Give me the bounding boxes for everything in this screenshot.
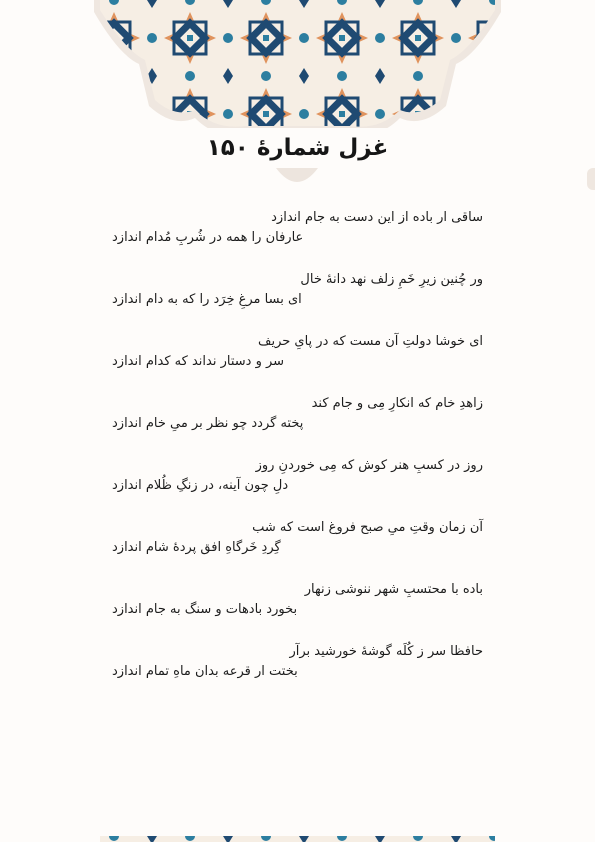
ornamental-footer (0, 836, 595, 842)
bayt (112, 516, 483, 578)
page-title: غزل شمارهٔ ۱۵۰ (206, 135, 389, 161)
misra-second: عارفان را همه در شُربِ مُدام اندازد (112, 230, 304, 245)
misra-first: ساقی ار باده از این دست به جام اندازد (271, 210, 483, 225)
misra-first: حافظا سر ز کُلَه گوشهٔ خورشید برآر (289, 644, 483, 659)
misra-second: سر و دستار نداند که کدام اندازد (112, 354, 285, 369)
misra-first: ای خوشا دولتِ آن مست که در پایِ حریف (258, 334, 483, 349)
misra-first: ور چُنین زیرِ خَمِ زلف نهد دانهٔ خال (300, 272, 483, 287)
bayt (112, 206, 483, 268)
misra-second: گِردِ خَرگاهِ افق پردهٔ شام اندازد (112, 540, 281, 555)
misra-first: روز در کسبِ هنر کوش که مِی خوردنِ روز (255, 458, 483, 473)
misra-first: باده با محتسبِ شهر ننوشی زنهار (304, 582, 483, 597)
misra-second: بختت ار قرعه بدان ماهِ تمام اندازد (112, 664, 298, 679)
poem-body (112, 206, 483, 702)
bayt (112, 330, 483, 392)
bayt (112, 392, 483, 454)
misra-second: ای بسا مرغِ خِرَد را که به دام اندازد (112, 292, 302, 307)
bayt (112, 454, 483, 516)
bayt (112, 578, 483, 640)
ornamental-header (0, 0, 595, 200)
side-ornament (587, 168, 595, 190)
bayt (112, 268, 483, 330)
misra-first: زاهدِ خام که انکارِ مِی و جام کند (311, 396, 483, 411)
misra-second: بخورد بادهات و سنگ به جام اندازد (112, 602, 298, 617)
misra-second: دلِ چون آینه، در زنگِ ظُلام اندازد (112, 478, 289, 493)
misra-first: آن زمان وقتِ میِ صبح فروغ است که شب (252, 520, 483, 535)
bayt (112, 640, 483, 702)
misra-second: پخته گردد چو نظر بر میِ خام اندازد (112, 416, 304, 431)
